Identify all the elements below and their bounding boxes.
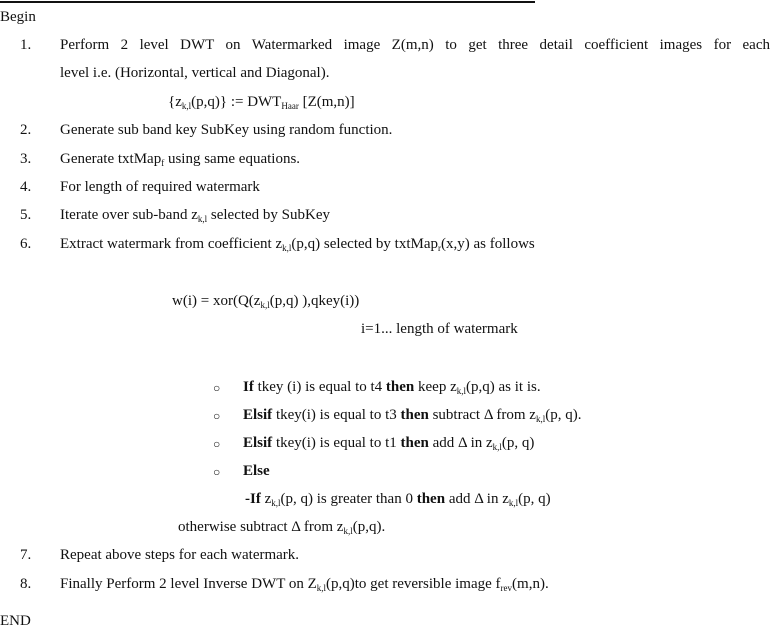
step-number: 3. (20, 151, 32, 167)
step-text-continued: level i.e. (Horizontal, vertical and Diagonal). (60, 65, 330, 81)
begin-label: Begin (0, 9, 36, 25)
end-label: END (0, 613, 31, 629)
condition-text: Elsif tkey(i) is equal to t1 then add Δ in $z_{k,l}(p$, q) (243, 435, 535, 452)
step-text: Finally Perform 2 level Inverse DWT on $Z_{k,l}(p,q)to$ get reversible image $f_{rev}(m,n)$. (60, 576, 549, 593)
step-number: 4. (20, 179, 32, 195)
step-number: 5. (20, 207, 32, 223)
step-text: For length of required watermark (60, 179, 260, 195)
top-rule (0, 1, 535, 3)
bullet-icon: ○ (213, 381, 221, 395)
dwt-formula: $\{z_{k,l}(p,q)\}$ := $DWT_{Haar}$ [Z(m,n)] (168, 94, 355, 111)
step-text: Repeat above steps for each watermark. (60, 547, 300, 563)
step-number: 6. (20, 236, 32, 252)
step-text: Perform 2 level DWT on Watermarked image Z(m,n) to get three detail coefficient images for each (60, 37, 770, 53)
step-number: 7. (20, 547, 32, 563)
bullet-icon: ○ (213, 409, 221, 423)
formula-range: i=1... length of watermark (361, 321, 518, 337)
step-number: 1. (20, 37, 32, 53)
else-branch: -If $z_{k,l}(p$, q) is greater than 0 then add Δ in $z_{k,l}(p$, q) (245, 491, 551, 508)
step-text: Generate sub band key SubKey using random function. (60, 122, 393, 138)
bullet-icon: ○ (213, 465, 221, 479)
step-text: Iterate over sub-band $z_{k,l}$ selected by SubKey (60, 207, 331, 224)
step-number: 2. (20, 122, 32, 138)
step-number: 8. (20, 576, 32, 592)
watermark-formula: $w(i) = xor(Q(z_{k,l}(p,q)$ ),qkey(i)) (172, 293, 360, 310)
step-text: Extract watermark from coefficient $z_{k,l}(p,q)$ selected by txtMap$_r$(x,y) as follows (60, 236, 535, 253)
condition-text: If tkey (i) is equal to t4 then keep $z_{k,l}(p,q)$ as it is. (243, 379, 541, 396)
condition-text: Else (243, 463, 270, 479)
condition-text: Elsif tkey(i) is equal to t3 then subtract Δ from $z_{k,l}(p$, q). (243, 407, 582, 424)
bullet-icon: ○ (213, 437, 221, 451)
otherwise-branch: otherwise subtract Δ from $z_{k,l}(p,q)$. (178, 519, 386, 536)
step-text: Generate txtMap$_f$ using same equations. (60, 151, 301, 168)
